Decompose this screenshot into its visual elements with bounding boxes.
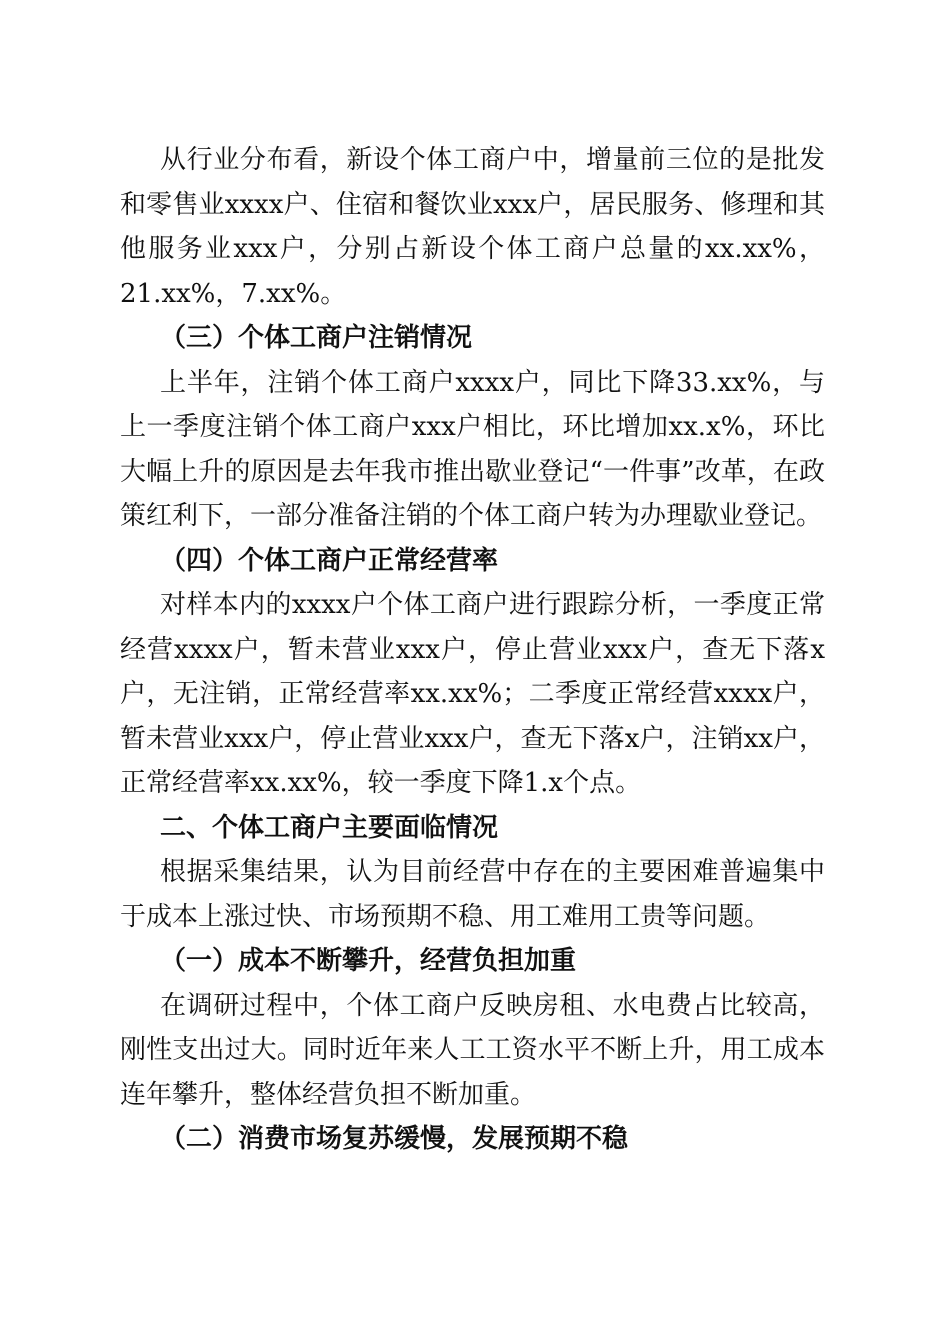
paragraph-survey-results: 根据采集结果，认为目前经营中存在的主要困难普遍集中于成本上涨过快、市场预期不稳、用工难用工贵等问题。 xyxy=(120,857,825,932)
paragraph-deregistration: 上半年，注销个体工商户xxxx户，同比下降33.xx%，与上一季度注销个体工商户xxx户相比，环比增加xx.x%，环比大幅上升的原因是去年我市推出歇业登记“一件事”改革，在政策红利下，一部分准备注销的个体工商户转为办理歇业登记。 xyxy=(120,367,825,531)
paragraph-rising-costs: 在调研过程中，个体工商户反映房租、水电费占比较高，刚性支出过大。同时近年来人工工资水平不断上升，用工成本连年攀升，整体经营负担不断加重。 xyxy=(120,990,825,1110)
heading-deregistration: （三）个体工商户注销情况 xyxy=(160,323,473,353)
paragraph-industry-distribution: 从行业分布看，新设个体工商户中，增量前三位的是批发和零售业xxxx户、住宿和餐饮业xxx户，居民服务、修理和其他服务业xxx户，分别占新设个体工商户总量的xx.xx%，21.xx%，7.xx%。 xyxy=(120,145,825,309)
document-body xyxy=(120,138,825,1162)
section-heading-challenges: 二、个体工商户主要面临情况 xyxy=(160,812,499,843)
heading-slow-recovery: （二）消费市场复苏缓慢，发展预期不稳 xyxy=(160,1124,629,1154)
paragraph-operating-rate: 对样本内的xxxx户个体工商户进行跟踪分析，一季度正常经营xxxx户，暂未营业xxx户，停止营业xxx户，查无下落x户，无注销，正常经营率xx.xx%；二季度正常经营xxxx户，暂未营业xxx户，停止营业xxx户，查无下落x户，注销xx户，正常经营率xx.xx%，较一季度下降1.x个点。 xyxy=(120,590,825,798)
heading-operating-rate: （四）个体工商户正常经营率 xyxy=(160,545,499,576)
heading-rising-costs: （一）成本不断攀升，经营负担加重 xyxy=(160,946,577,976)
